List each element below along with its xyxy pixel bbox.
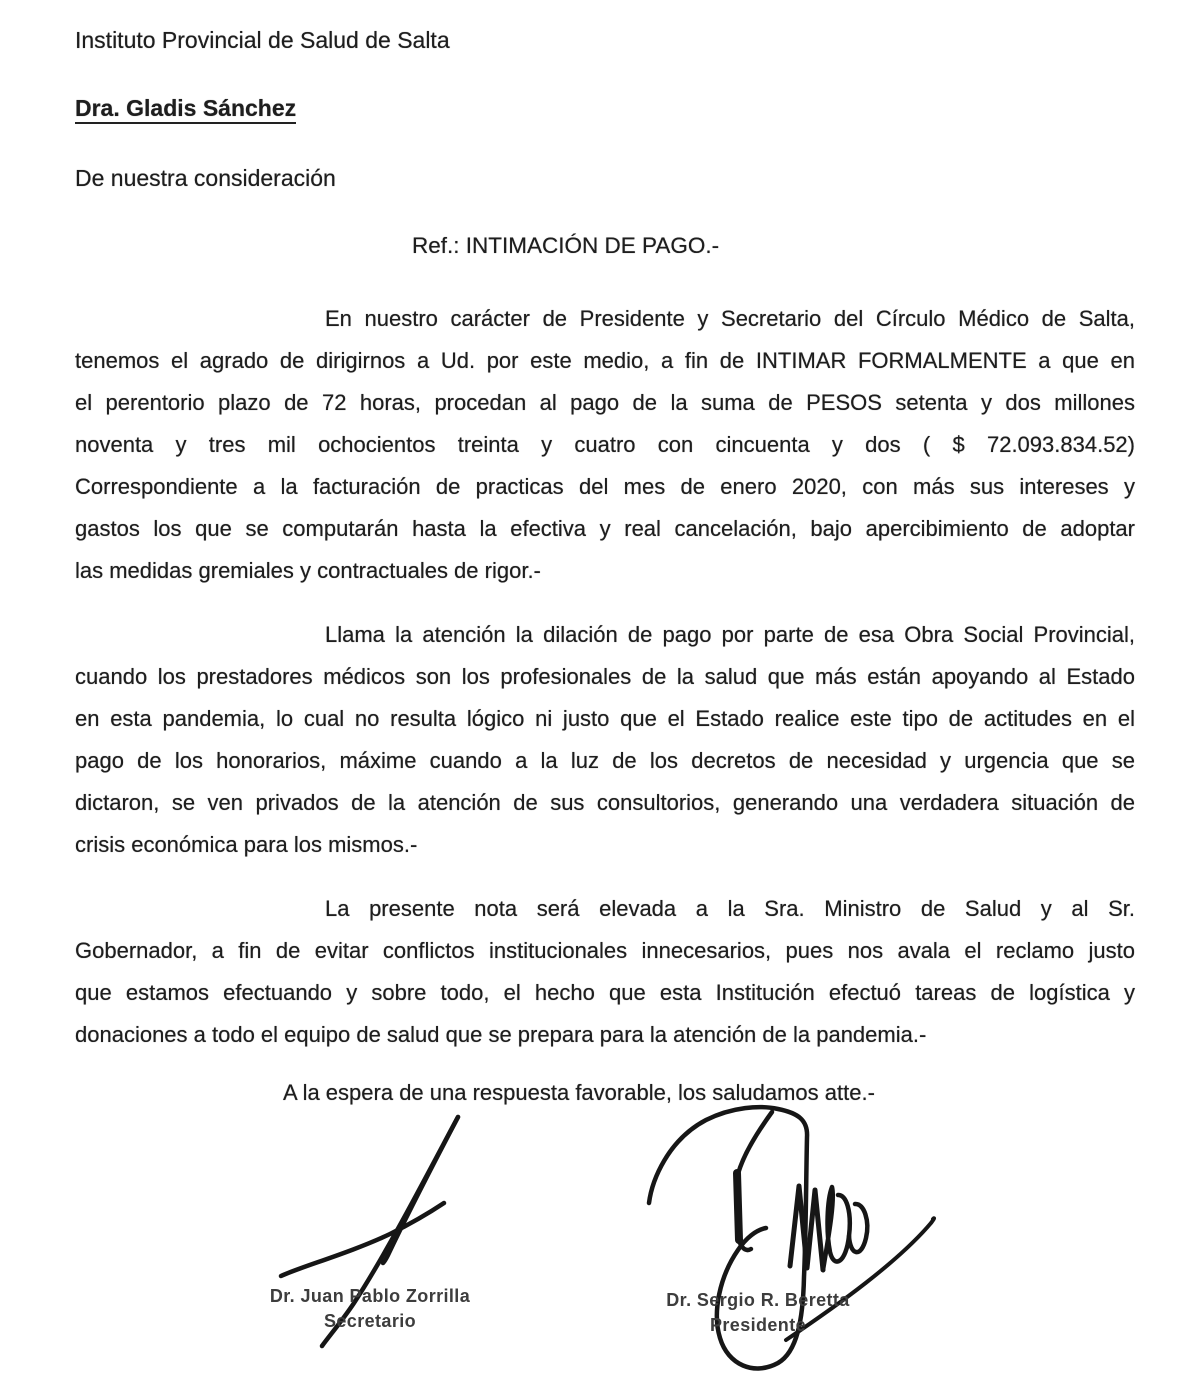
paragraph-line: el perentorio plazo de 72 horas, procedan al pago de la suma de PESOS setenta y dos millones <box>75 390 1135 415</box>
paragraph-line: pago de los honorarios, máxime cuando a la luz de los decretos de necesidad y urgencia que se <box>75 748 1135 773</box>
recipient-name: Dra. Gladis Sánchez <box>75 95 296 124</box>
paragraph-line: las medidas gremiales y contractuales de rigor.- <box>75 558 541 583</box>
signatory-name: Dr. Juan Pablo Zorrilla <box>269 1286 471 1306</box>
paragraph-line: cuando los prestadores médicos son los profesionales de la salud que más están apoyando al Estado <box>75 664 1135 689</box>
paragraph-line: Correspondiente a la facturación de practicas del mes de enero 2020, con más sus intereses y <box>75 474 1135 499</box>
paragraph-line: dictaron, se ven privados de la atención de sus consultorios, generando una verdadera situación de <box>75 790 1135 815</box>
signatory-block-secretario <box>262 1284 478 1334</box>
paragraph-line: tenemos el agrado de dirigirnos a Ud. por este medio, a fin de INTIMAR FORMALMENTE a que en <box>75 348 1135 373</box>
paragraph-line: Llama la atención la dilación de pago por parte de esa Obra Social Provincial, <box>325 622 1135 647</box>
signatory-block-presidente <box>658 1288 858 1338</box>
salutation: De nuestra consideración <box>75 165 336 191</box>
paragraph-line: En nuestro carácter de Presidente y Secretario del Círculo Médico de Salta, <box>325 306 1135 331</box>
letter-body <box>75 298 1135 1056</box>
paragraph-line: gastos los que se computarán hasta la efectiva y real cancelación, bajo apercibimiento de adoptar <box>75 516 1135 541</box>
signatory-title: Presidente <box>709 1315 807 1335</box>
paragraph-line: donaciones a todo el equipo de salud que se prepara para la atención de la pandemia.- <box>75 1022 927 1047</box>
paragraph-line: que estamos efectuando y sobre todo, el hecho que esta Institución efectuó tareas de logística y <box>75 980 1135 1005</box>
paragraph-line: en esta pandemia, lo cual no resulta lógico ni justo que el Estado realice este tipo de actitudes en el <box>75 706 1135 731</box>
closing-line: A la espera de una respuesta favorable, los saludamos atte.- <box>283 1080 875 1105</box>
recipient-line <box>75 94 1135 122</box>
paragraph <box>75 614 1135 866</box>
reference-line: Ref.: INTIMACIÓN DE PAGO.- <box>412 233 720 258</box>
signatory-name: Dr. Sergio R. Beretta <box>666 1290 850 1310</box>
recipient-organization: Instituto Provincial de Salud de Salta <box>75 27 450 53</box>
paragraph-line: Gobernador, a fin de evitar conflictos institucionales innecesarios, pues nos avala el reclamo justo <box>75 938 1135 963</box>
paragraph-line: noventa y tres mil ochocientos treinta y cuatro con cincuenta y dos ( $ 72.093.834.52) <box>75 432 1135 457</box>
paragraph-line: crisis económica para los mismos.- <box>75 832 418 857</box>
paragraph <box>75 298 1135 592</box>
paragraph-line: La presente nota será elevada a la Sra. Ministro de Salud y al Sr. <box>325 896 1135 921</box>
signatory-title: Secretario <box>323 1311 417 1331</box>
paragraph <box>75 888 1135 1056</box>
